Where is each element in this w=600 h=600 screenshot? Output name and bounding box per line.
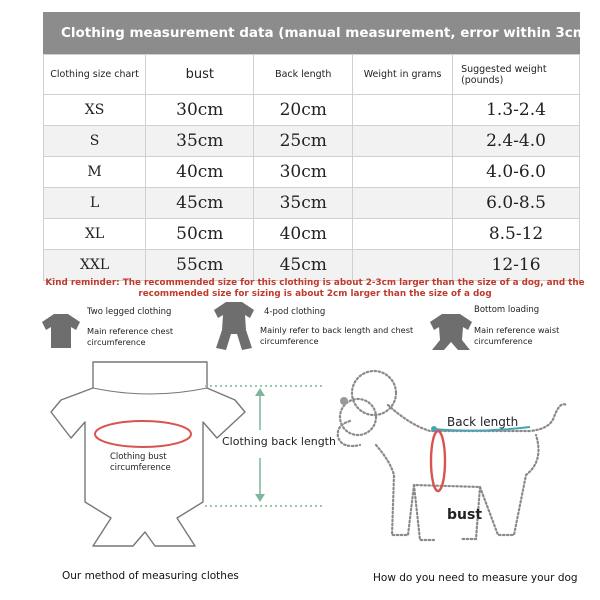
note-line: Mainly refer to back length and chest xyxy=(260,325,414,335)
dog-outline-diagram xyxy=(330,365,590,565)
clothing-outline-diagram xyxy=(45,350,345,560)
back-length-cell: 40cm xyxy=(254,219,353,250)
dog-back-length-label: Back length xyxy=(447,415,519,429)
note-line: Main reference waist xyxy=(474,325,560,335)
weight-cell xyxy=(353,95,453,126)
bust-cell: 50cm xyxy=(146,219,254,250)
size-cell: XXL xyxy=(44,250,146,281)
reminder-line-1: Kind reminder: The recommended size for this clothing is about 2-3cm larger than the size of a dog, and the xyxy=(45,278,585,288)
category-title: 4-pod clothing xyxy=(264,307,326,317)
kind-reminder xyxy=(45,278,585,300)
back-length-cell: 45cm xyxy=(254,250,353,281)
weight-cell xyxy=(353,219,453,250)
header-weight: Weight in grams xyxy=(353,55,453,95)
table-row xyxy=(44,126,580,157)
size-chart-table xyxy=(43,54,580,281)
bust-cell: 30cm xyxy=(146,95,254,126)
dog-bust-label: bust xyxy=(447,507,483,523)
bust-label-line: Clothing bust xyxy=(110,452,167,462)
bottom-loading-shirt-icon xyxy=(428,310,474,352)
header-size: Clothing size chart xyxy=(44,55,146,95)
bust-cell: 55cm xyxy=(146,250,254,281)
header-back-length: Back length xyxy=(254,55,353,95)
weight-cell xyxy=(353,188,453,219)
suggested-weight-cell: 6.0-8.5 xyxy=(453,188,580,219)
size-cell: M xyxy=(44,157,146,188)
size-cell: S xyxy=(44,126,146,157)
suggested-weight-cell: 2.4-4.0 xyxy=(453,126,580,157)
size-cell: L xyxy=(44,188,146,219)
suggested-weight-cell: 12-16 xyxy=(453,250,580,281)
bust-label-line: circumference xyxy=(110,463,171,473)
table-row xyxy=(44,157,580,188)
suggested-weight-cell: 1.3-2.4 xyxy=(453,95,580,126)
note-line: circumference xyxy=(87,336,146,347)
size-cell: XS xyxy=(44,95,146,126)
suggested-weight-cell: 8.5-12 xyxy=(453,219,580,250)
table-header-row xyxy=(44,55,580,95)
size-cell: XL xyxy=(44,219,146,250)
table-row xyxy=(44,95,580,126)
bust-cell: 45cm xyxy=(146,188,254,219)
table-row xyxy=(44,219,580,250)
weight-cell xyxy=(353,157,453,188)
back-length-cell: 30cm xyxy=(254,157,353,188)
two-legged-shirt-icon xyxy=(40,310,82,352)
back-length-cell: 20cm xyxy=(254,95,353,126)
weight-cell xyxy=(353,126,453,157)
table-row xyxy=(44,250,580,281)
note-line: circumference xyxy=(474,335,533,346)
category-title: Two legged clothing xyxy=(87,307,172,317)
chart-title: Clothing measurement data (manual measurement, error within 3cm) xyxy=(43,12,580,54)
clothing-back-length-label: Clothing back length xyxy=(222,435,336,448)
suggested-weight-cell: 4.0-6.0 xyxy=(453,157,580,188)
header-suggested-weight: Suggested weight (pounds) xyxy=(453,55,580,95)
weight-cell xyxy=(353,250,453,281)
note-line: circumference xyxy=(260,335,319,346)
note-line: Main reference chest xyxy=(87,326,174,336)
category-note xyxy=(260,325,413,346)
category-note xyxy=(87,326,173,347)
four-legged-suit-icon xyxy=(212,300,256,352)
table-row xyxy=(44,188,580,219)
bust-cell: 40cm xyxy=(146,157,254,188)
back-length-cell: 25cm xyxy=(254,126,353,157)
back-length-cell: 35cm xyxy=(254,188,353,219)
header-bust: bust xyxy=(146,55,254,95)
clothing-bust-label xyxy=(110,452,171,474)
category-title: Bottom loading xyxy=(474,305,540,315)
category-note xyxy=(474,325,559,346)
caption-measure-dog: How do you need to measure your dog xyxy=(373,572,578,584)
bust-cell: 35cm xyxy=(146,126,254,157)
caption-our-method: Our method of measuring clothes xyxy=(62,570,239,582)
reminder-line-2: recommended size for sizing is about 2cm larger than the size of a dog xyxy=(138,289,492,299)
